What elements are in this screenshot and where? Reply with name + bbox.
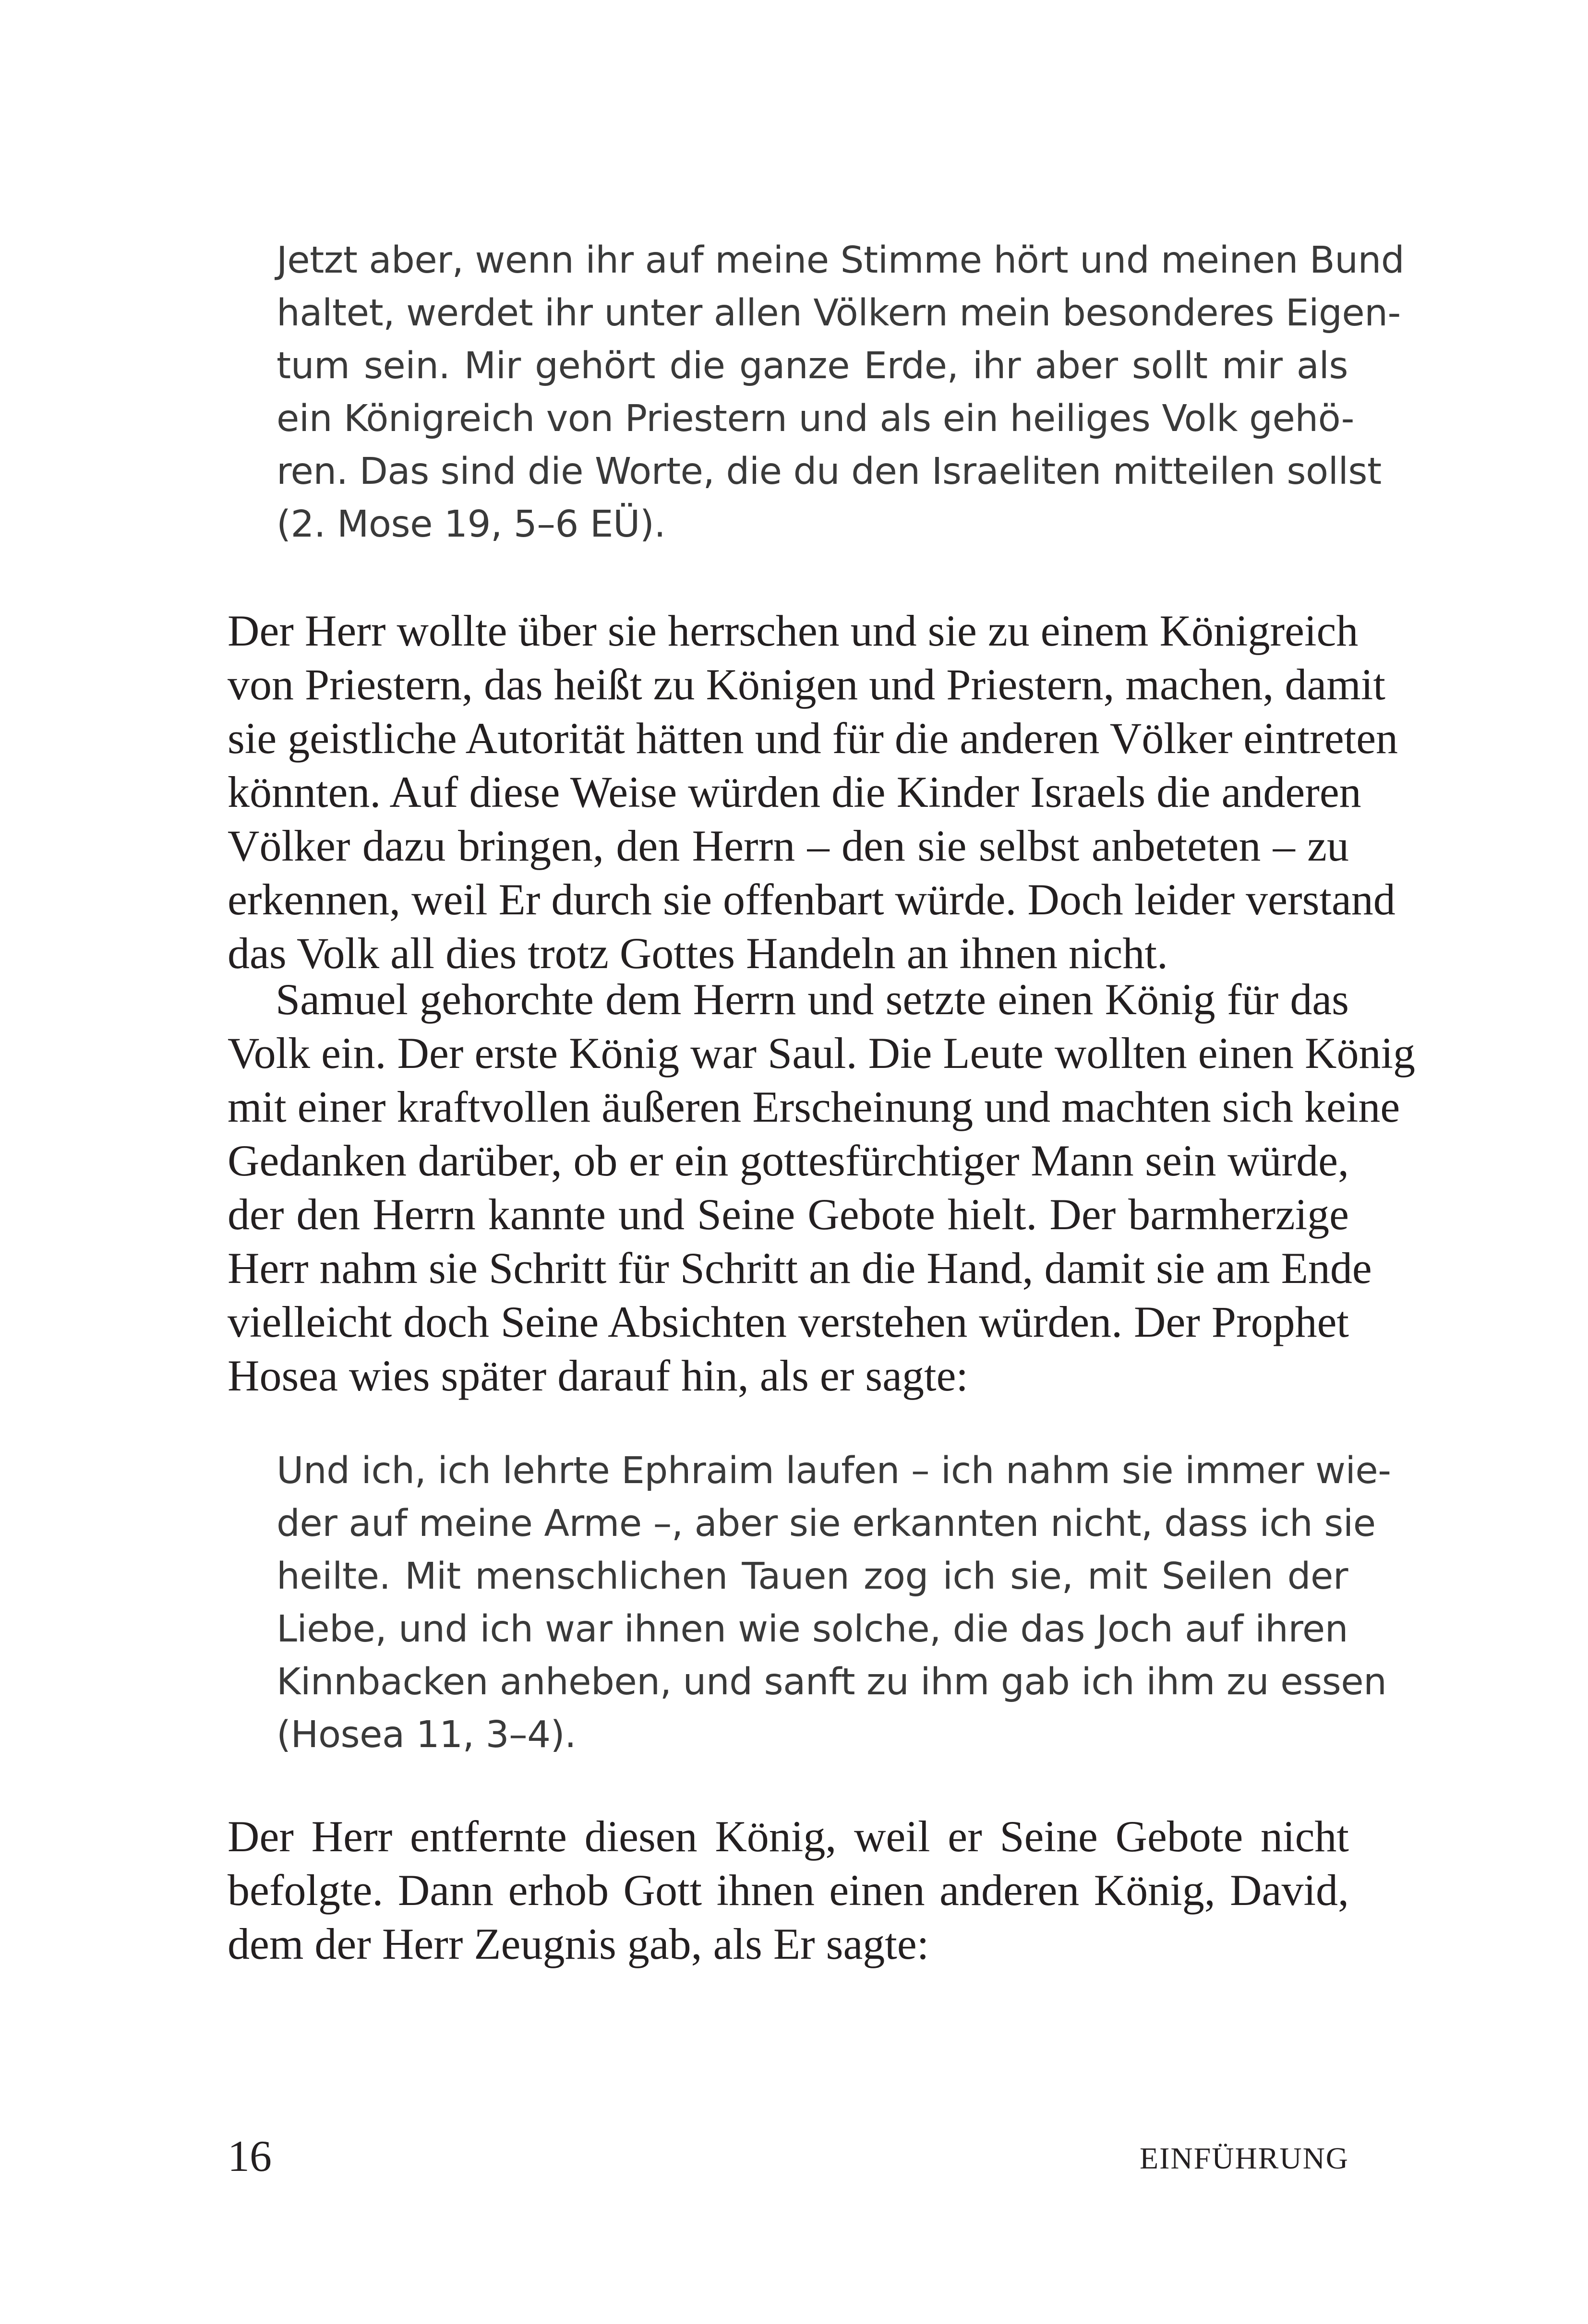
body-line: Der Herr wollte über sie herrschen und sie zu einem Königreich: [228, 606, 1359, 655]
body-line: Völker dazu bringen, den Herrn – den sie selbst anbeteten – zu: [228, 821, 1349, 870]
body-line: Gedanken darüber, ob er ein gottesfürchtiger Mann sein würde,: [228, 1136, 1349, 1185]
body-line: Hosea wies später darauf hin, als er sagte:: [228, 1351, 968, 1400]
quote-line: der auf meine Arme –, aber sie erkannten nicht, dass ich sie: [277, 1502, 1376, 1545]
quote-citation-line: (2. Mose 19, 5–6 EÜ).: [277, 503, 666, 546]
body-line: erkennen, weil Er durch sie offenbart würde. Doch leider verstand: [228, 875, 1396, 924]
body-line: das Volk all dies trotz Gottes Handeln an ihnen nicht.: [228, 929, 1168, 978]
paragraph-samuel-and-saul: [228, 972, 1416, 1402]
quote-citation-line: (Hosea 11, 3–4).: [277, 1713, 577, 1756]
running-title: EINFÜHRUNG: [1140, 2141, 1349, 2175]
body-line: der den Herrn kannte und Seine Gebote hielt. Der barmherzige: [228, 1190, 1349, 1239]
block-quote-exodus: [277, 234, 1405, 551]
quote-line: ein Königreich von Priestern und als ein heiliges Volk gehö-: [277, 397, 1354, 440]
quote-line: Jetzt aber, wenn ihr auf meine Stimme hört und meinen Bund: [277, 239, 1405, 282]
paragraph-kingdom-of-priests: [228, 604, 1398, 980]
quote-line: heilte. Mit menschlichen Tauen zog ich sie, mit Seilen der: [277, 1555, 1348, 1598]
body-line: von Priestern, das heißt zu Königen und Priestern, machen, damit: [228, 660, 1385, 709]
body-line: dem der Herr Zeugnis gab, als Er sagte:: [228, 1919, 929, 1968]
body-line: mit einer kraftvollen äußeren Erscheinung und machten sich keine: [228, 1082, 1400, 1131]
body-line: Volk ein. Der erste König war Saul. Die Leute wollten einen König: [228, 1029, 1416, 1078]
body-line: Samuel gehorchte dem Herrn und setzte einen König für das: [276, 975, 1349, 1024]
quote-line: tum sein. Mir gehört die ganze Erde, ihr aber sollt mir als: [277, 345, 1348, 387]
paragraph-david: [228, 1809, 1349, 1971]
body-line: Herr nahm sie Schritt für Schritt an die Hand, damit sie am Ende: [228, 1244, 1372, 1293]
quote-line: ren. Das sind die Worte, die du den Israeliten mitteilen sollst: [277, 450, 1382, 493]
quote-line: Und ich, ich lehrte Ephraim laufen – ich nahm sie immer wie-: [277, 1450, 1391, 1492]
quote-line: haltet, werdet ihr unter allen Völkern mein besonderes Eigen-: [277, 292, 1401, 335]
body-line: sie geistliche Autorität hätten und für die anderen Völker eintreten: [228, 714, 1398, 763]
quote-line: Kinnbacken anheben, und sanft zu ihm gab ich ihm zu essen: [277, 1661, 1387, 1703]
body-line: könnten. Auf diese Weise würden die Kinder Israels die anderen: [228, 767, 1361, 816]
body-line: befolgte. Dann erhob Gott ihnen einen anderen König, David,: [228, 1866, 1349, 1915]
page-number: 16: [228, 2132, 272, 2180]
quote-line: Liebe, und ich war ihnen wie solche, die das Joch auf ihren: [277, 1608, 1348, 1651]
body-line: vielleicht doch Seine Absichten verstehen würden. Der Prophet: [228, 1297, 1349, 1346]
block-quote-hosea: [277, 1445, 1391, 1761]
body-line: Der Herr entfernte diesen König, weil er Seine Gebote nicht: [228, 1812, 1349, 1861]
